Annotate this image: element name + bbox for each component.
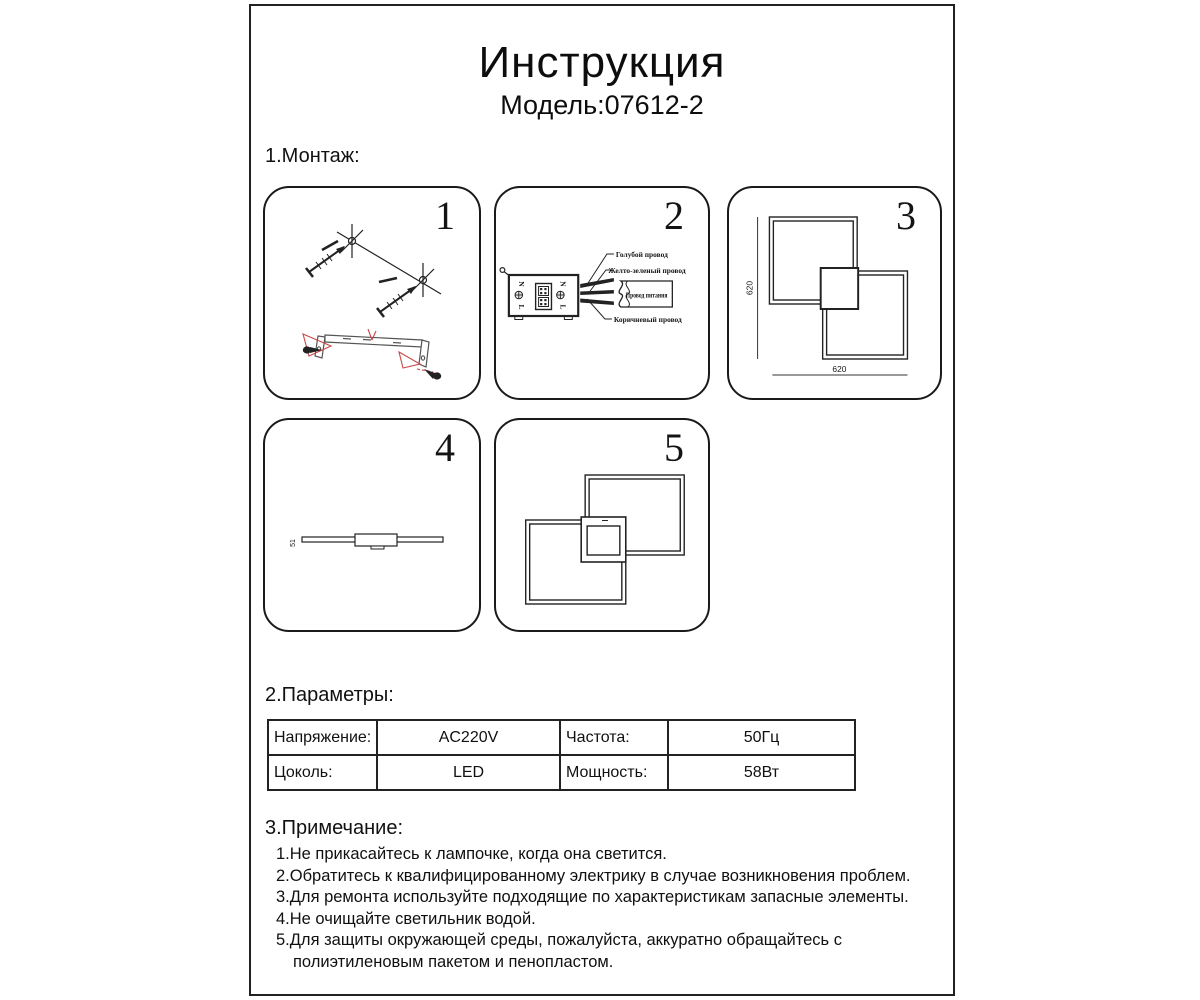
terminal-label-n: N — [558, 281, 568, 287]
screw-dowel-icon — [306, 241, 344, 277]
param-value: 58Вт — [668, 755, 855, 790]
dim-height-label: 620 — [744, 280, 755, 296]
doc-title: Инструкция — [478, 38, 726, 87]
terminal-label-n: N — [516, 281, 526, 287]
parameters-table — [267, 719, 856, 791]
montage-step-4-panel — [263, 418, 481, 632]
note-line: 5.Для защиты окружающей среды, пожалуйста, аккуратно обращайтесь с — [276, 931, 842, 950]
wire-label-blue: Голубой провод — [615, 249, 668, 260]
param-value: AC220V — [377, 720, 560, 755]
center-box — [821, 268, 858, 309]
panel-number: 5 — [664, 425, 684, 470]
panel-number: 4 — [435, 425, 455, 470]
param-label: Напряжение: — [268, 720, 377, 755]
dim-depth-label: 51 — [290, 539, 297, 547]
dim-width-label: 620 — [832, 363, 847, 375]
terminal-label-l: L — [558, 304, 568, 310]
driver-box — [355, 534, 397, 546]
montage-step-2-panel — [494, 186, 710, 400]
panel-number: 1 — [435, 193, 455, 238]
terminal-label-l: L — [516, 304, 526, 310]
note-line: 1.Не прикасайтесь к лампочке, когда она светится. — [276, 845, 667, 863]
param-value: LED — [377, 755, 560, 790]
montage-step-3-panel — [727, 186, 942, 400]
note-line: 4.Не очищайте светильник водой. — [276, 909, 536, 928]
doc-model: Модель:07612-2 — [500, 90, 704, 120]
wire-label-power: Провод питания — [625, 292, 668, 300]
panel-number: 3 — [896, 193, 916, 238]
param-label: Частота: — [560, 720, 668, 755]
table-row — [268, 720, 855, 755]
panel-number: 2 — [664, 193, 684, 238]
param-value: 50Гц — [668, 720, 855, 755]
note-line: 2.Обратитесь к квалифицированному электрику в случае возникновения проблем. — [276, 866, 911, 885]
notes-list — [276, 844, 948, 974]
table-row — [268, 755, 855, 790]
screw-dowel-icon — [377, 278, 415, 317]
param-label: Цоколь: — [268, 755, 377, 790]
montage-step-1-panel — [263, 186, 481, 400]
note-line-continuation: полиэтиленовым пакетом и пенопластом. — [293, 952, 614, 971]
section-heading-params: 2.Параметры: — [265, 684, 394, 706]
wire-label-brown: Коричневый провод — [613, 314, 682, 325]
montage-step-5-panel — [494, 418, 710, 632]
section-heading-notes: 3.Примечание: — [265, 817, 403, 839]
wire-label-yellow-green: Желто-зеленый провод — [608, 265, 686, 276]
note-line: 3.Для ремонта используйте подходящие по характеристикам запасные элементы. — [276, 888, 909, 907]
section-heading-montage: 1.Монтаж: — [265, 145, 360, 167]
param-label: Мощность: — [560, 755, 668, 790]
